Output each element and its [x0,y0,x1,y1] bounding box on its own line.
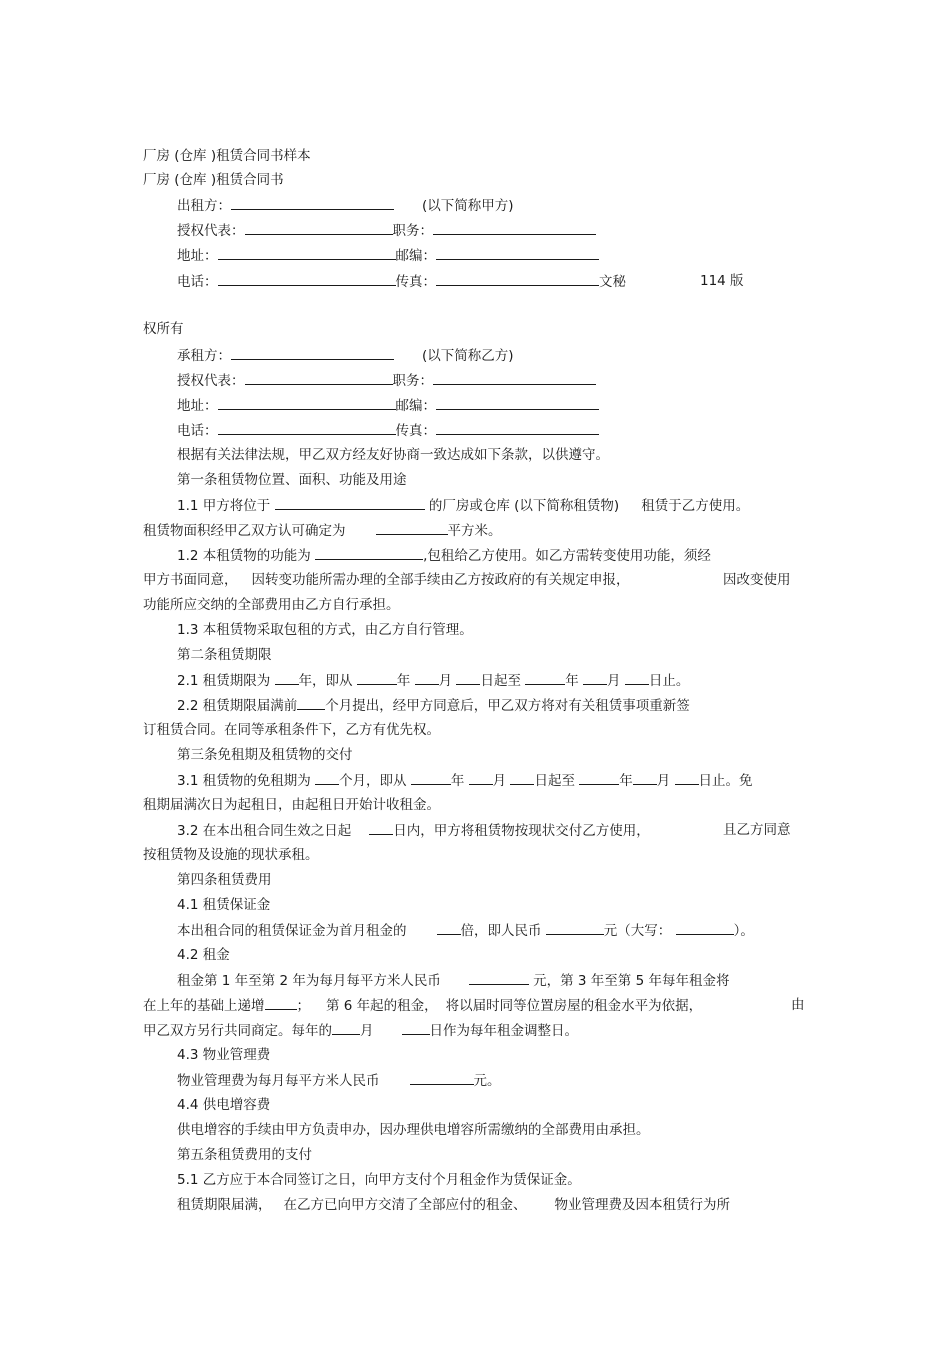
party-a-fax-field[interactable] [436,272,599,286]
clause-1-2-line1 [177,546,711,565]
clause-4-2-line2 [143,996,702,1015]
party-b-phone-label: 电话： [177,423,218,439]
clause-1-2-line2 [143,571,630,589]
party-b-address-label: 地址： [177,398,218,414]
clause-1-2-text-a: 1.2 本租赁物的功能为 [177,548,311,564]
party-b-rep-field[interactable] [245,371,393,385]
party-b-rep-label: 授权代表： [177,373,245,389]
clause-4-2-text-b: 元，第 3 年至第 5 年每年租金将 [533,973,730,989]
clause-3-2-text-a: 3.2 在本出租合同生效之日起 [177,823,352,839]
document-subtitle: 厂房 (仓库 )租赁合同书 [143,172,284,188]
party-b-address-line [177,396,599,415]
clause-1-2-function-field[interactable] [315,546,423,560]
article-2-title: 第二条租赁期限 [177,647,272,663]
clause-3-1-line1 [177,771,753,790]
clause-3-1-text-i: 租期届满次日为起租日，由起租日开始计收租金。 [143,797,440,813]
clause-4-4-title: 4.4 供电增容费 [177,1097,271,1113]
party-b-postcode-field[interactable] [436,396,599,410]
clause-4-1-text-b: 倍，即人民币 [460,923,542,939]
party-a-phone-line [177,272,626,291]
clause-1-2-text-f: 功能所应交纳的全部费用由乙方自行承担。 [143,597,400,613]
clause-4-1-title: 4.1 租赁保证金 [177,897,271,913]
clause-2-1-end-month-field[interactable] [583,671,607,685]
clause-2-1-start-year-field[interactable] [357,671,397,685]
clause-2-1-text-h: 日止。 [648,673,690,689]
clause-4-2-text-c: 在上年的基础上递增 [143,998,265,1014]
clause-3-2-line1 [177,821,650,840]
party-a-fax-label: 传真： [395,274,436,290]
clause-1-1-text-d: 租赁于乙方使用。 [641,498,750,514]
preamble: 根据有关法律法规，甲乙双方经友好协商一致达成如下条款，以供遵守。 [177,447,609,463]
clause-1-1-text-b: 的厂房或仓库 [428,498,510,514]
party-a-rep-label: 授权代表： [177,223,245,239]
clause-4-1-text-c: 元（大写： [603,923,672,939]
party-a-address-line [177,246,599,265]
article-4-title: 第四条租赁费用 [177,872,272,888]
clause-4-2-month-field[interactable] [332,1021,360,1035]
clause-4-2-rent-field[interactable] [469,971,529,985]
clause-4-2-text-g: 由 [791,997,805,1013]
party-b-name-note: (以下简称乙方) [422,348,514,364]
clause-4-2-day-field[interactable] [402,1021,430,1035]
party-b-name-label: 承租方： [177,348,231,364]
clause-2-1-years-field[interactable] [275,671,299,685]
clause-4-1-text-a: 本出租合同的租赁保证金为首月租金的 [177,923,407,939]
clause-5-1: 5.1 乙方应于本合同签订之日，向甲方支付个月租金作为赁保证金。 [177,1172,581,1188]
party-a-rep-field[interactable] [245,221,393,235]
party-a-postcode-label: 邮编： [395,248,436,264]
party-b-position-field[interactable] [433,371,596,385]
clause-3-1-text-c: 年 [450,773,465,789]
party-b-address-field[interactable] [218,396,396,410]
clause-3-1-text-h: 日止。免 [698,773,753,789]
clause-4-2-text-e: 第 6 年起的租金， [326,998,438,1014]
party-a-position-label: 职务： [392,223,433,239]
party-a-phone-field[interactable] [218,272,396,286]
clause-3-1-text-g: 月 [656,773,671,789]
clause-2-1 [177,671,689,690]
clause-3-1-start-month-field[interactable] [469,771,493,785]
clause-4-4-text: 供电增容的手续由甲方负责申办，因办理供电增容所需缴纳的全部费用由承担。 [177,1122,650,1138]
clause-3-1-text-e: 日起至 [534,773,575,789]
clause-3-1-text-d: 月 [492,773,507,789]
clause-1-2-text-e: 因改变使用 [723,572,791,588]
clause-4-3-fee-field[interactable] [410,1071,474,1085]
article-3-title: 第三条免租期及租赁物的交付 [177,747,353,763]
party-b-phone-line [177,421,599,440]
clause-3-1-text-a: 3.1 租赁物的免租期为 [177,773,311,789]
party-b-rep-line [177,371,596,390]
clause-1-1-line1 [177,496,749,515]
clause-3-1-end-month-field[interactable] [633,771,657,785]
clause-4-2-text-j: 日作为每年租金调整日。 [429,1023,578,1039]
clause-5-1-text-b: 租赁期限届满， [177,1197,272,1213]
clause-2-1-text-c: 年 [396,673,411,689]
party-a-postcode-field[interactable] [436,246,599,260]
party-a-name-line [177,196,514,215]
clause-4-1-amount-field[interactable] [546,921,604,935]
party-a-address-field[interactable] [218,246,396,260]
clause-1-2-text-b: ,包租给乙方使用。如乙方需转变使用功能，须经 [423,548,711,564]
clause-3-2-days-field[interactable] [369,821,393,835]
clause-4-2-text-a: 租金第 1 年至第 2 年为每月每平方米人民币 [177,973,441,989]
clause-3-1-end-day-field[interactable] [675,771,699,785]
party-a-address-label: 地址： [177,248,218,264]
article-1-title: 第一条租赁物位置、面积、功能及用途 [177,472,407,488]
clause-4-3-text-b: 元。 [473,1073,501,1089]
clause-3-1-months-field[interactable] [315,771,339,785]
clause-4-2-text-i: 月 [360,1023,374,1039]
clause-1-1-text-e: 租赁物面积经甲乙双方认可确定为 [143,523,346,539]
clause-4-1-multiple-field[interactable] [437,921,461,935]
party-b-fax-field[interactable] [436,421,599,435]
clause-2-1-text-g: 月 [607,673,621,689]
clause-4-2-text-f: 将以届时同等位置房屋的租金水平为依据， [445,998,703,1014]
clause-2-1-text-f: 年 [565,673,579,689]
clause-4-3-line [177,1071,501,1090]
clause-2-1-start-day-field[interactable] [456,671,480,685]
clause-3-1-end-year-field[interactable] [579,771,619,785]
watermark-text-b: 114 版 [700,273,744,289]
article-5-title: 第五条租赁费用的支付 [177,1147,312,1163]
clause-2-2-months-field[interactable] [297,696,325,710]
clause-2-1-text-d: 月 [438,673,453,689]
clause-1-2-text-d: 因转变功能所需办理的全部手续由乙方按政府的有关规定申报， [251,572,630,588]
clause-4-2-line1 [177,971,729,990]
clause-2-1-text-a: 2.1 租赁期限为 [177,673,271,689]
party-a-rep-line [177,221,596,240]
clause-4-3-text-a: 物业管理费为每月每平方米人民币 [177,1073,380,1089]
clause-2-2-text-b: 个月提出，经甲方同意后，甲乙双方将对有关租赁事项重新签 [325,698,690,714]
watermark-text-c: 权所有 [143,321,184,337]
clause-5-1-text-d: 物业管理费及因本租赁行为所 [554,1197,730,1213]
party-b-name-field[interactable] [231,346,394,360]
clause-1-1-line2 [143,521,502,540]
watermark-text-a: 文秘 [599,274,626,290]
party-a-name-field[interactable] [231,196,394,210]
clause-3-1-text-b: 个月，即从 [339,773,407,789]
clause-2-1-end-day-field[interactable] [625,671,649,685]
clause-5-1-line2 [177,1196,730,1214]
clause-2-2-line1 [177,696,690,715]
clause-2-1-text-b: 年，即从 [298,673,353,689]
document-title: 厂房 (仓库 )租赁合同书样本 [143,148,311,164]
party-a-phone-label: 电话： [177,274,218,290]
clause-1-1-area-field[interactable] [376,521,448,535]
clause-1-3: 1.3 本租赁物采取包租的方式，由乙方自行管理。 [177,622,473,638]
clause-1-1-location-field[interactable] [275,496,425,510]
clause-4-2-text-h: 甲乙双方另行共同商定。每年的 [143,1023,332,1039]
clause-4-2-line3 [143,1021,578,1040]
party-b-position-label: 职务： [392,373,433,389]
party-b-phone-field[interactable] [218,421,396,435]
clause-3-1-start-year-field[interactable] [411,771,451,785]
clause-4-2-increase-field[interactable] [265,996,297,1010]
party-a-position-field[interactable] [433,221,596,235]
clause-1-1-text-c: (以下简称租赁物) [514,498,620,514]
clause-4-2-text-d: ； [296,998,310,1014]
party-a-name-label: 出租方： [177,198,231,214]
clause-3-1-text-f: 年 [619,773,633,789]
clause-2-1-text-e: 日起至 [480,673,521,689]
party-b-postcode-label: 邮编： [395,398,436,414]
party-b-fax-label: 传真： [395,423,436,439]
party-a-name-note: (以下简称甲方) [422,198,514,214]
clause-3-2-text-b: 日内，甲方将租赁物按现状交付乙方使用， [393,823,650,839]
clause-2-1-end-year-field[interactable] [525,671,565,685]
clause-3-2-text-d: 按租赁物及设施的现状承租。 [143,847,319,863]
clause-3-1-start-day-field[interactable] [510,771,534,785]
party-b-name-line [177,346,514,365]
clause-1-1-text-f: 平方米。 [447,523,502,539]
clause-3-2-text-c: 且乙方同意 [723,822,791,838]
clause-4-3-title: 4.3 物业管理费 [177,1047,271,1063]
clause-1-2-text-c: 甲方书面同意， [143,572,238,588]
clause-2-1-start-month-field[interactable] [415,671,439,685]
clause-1-1-text-a: 1.1 甲方将位于 [177,498,271,514]
clause-2-2-text-c: 订租赁合同。在同等承租条件下，乙方有优先权。 [143,722,440,738]
clause-4-1-amount-words-field[interactable] [676,921,734,935]
clause-4-2-title: 4.2 租金 [177,947,230,963]
clause-4-1-text-d: ）。 [733,923,754,939]
clause-2-2-text-a: 2.2 租赁期限届满前 [177,698,298,714]
clause-5-1-text-c: 在乙方已向甲方交清了全部应付的租金、 [283,1197,527,1213]
clause-4-1-line [177,921,754,940]
